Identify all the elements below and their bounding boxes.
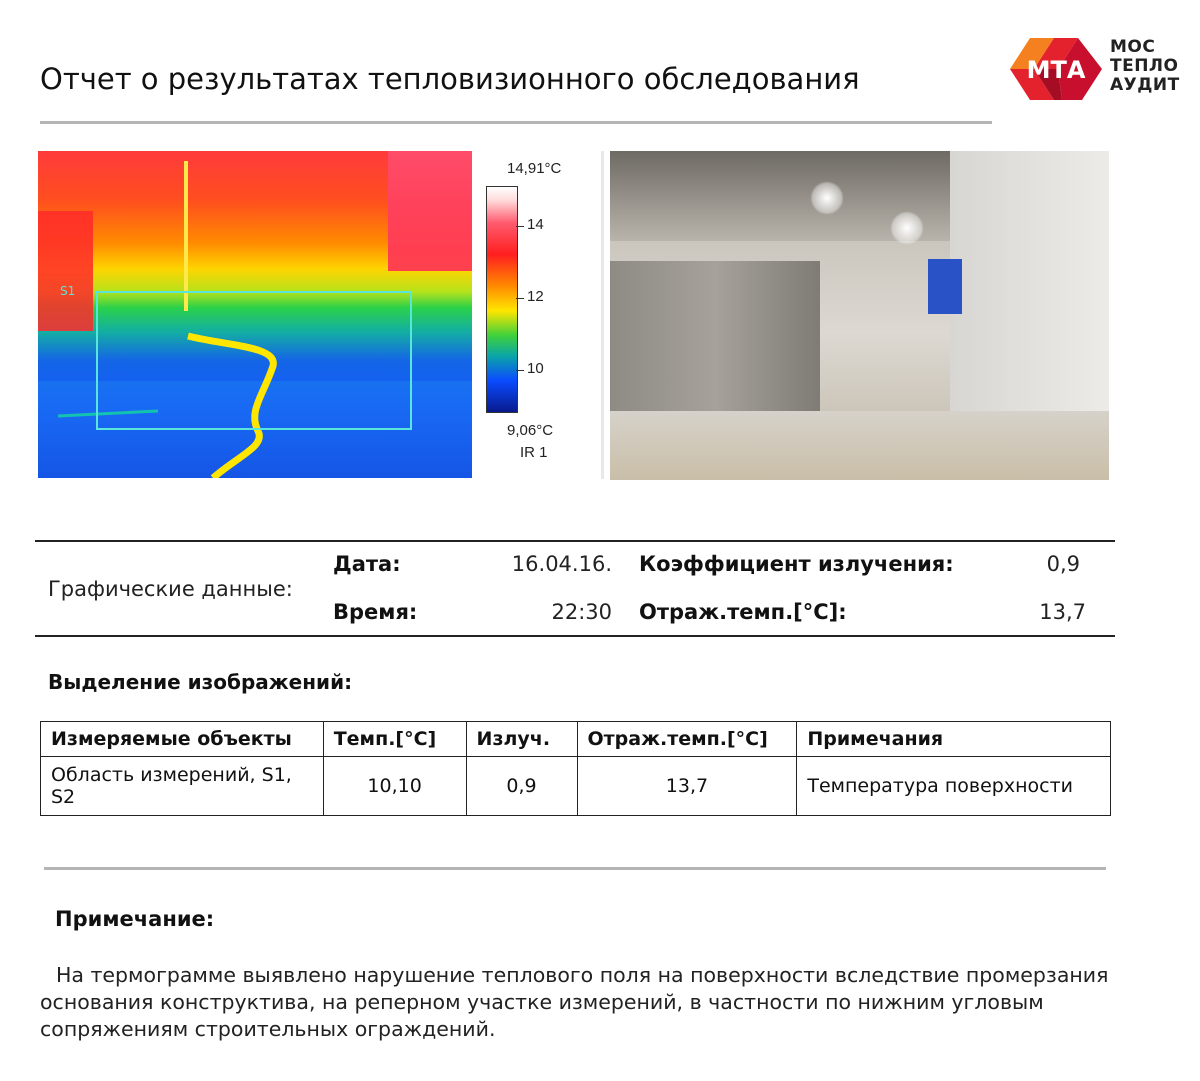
table-cell: 10,10 bbox=[323, 757, 466, 816]
logo-mark-icon bbox=[1006, 34, 1106, 104]
temperature-scale-bar bbox=[486, 186, 518, 413]
column-header: Измеряемые объекты bbox=[41, 722, 324, 757]
column-header: Отраж.темп.[°C] bbox=[577, 722, 797, 757]
image-name: IR 1 bbox=[520, 444, 548, 461]
scale-tick: 10 bbox=[527, 360, 544, 377]
measurement-area-s1 bbox=[96, 291, 412, 430]
roi-label: S1 bbox=[60, 284, 76, 298]
thermal-image bbox=[38, 151, 472, 478]
selection-heading: Выделение изображений: bbox=[48, 670, 353, 694]
company-logo bbox=[1006, 34, 1186, 104]
table-cell: Область измерений, S1, S2 bbox=[41, 757, 324, 816]
info-bottom-rule bbox=[35, 635, 1115, 637]
visual-photo bbox=[610, 151, 1109, 480]
refl-temp-label: Отраж.темп.[°C]: bbox=[639, 600, 847, 624]
logo-line-3: АУДИТ bbox=[1110, 75, 1180, 95]
scale-min: 9,06°C bbox=[507, 422, 554, 439]
title-divider bbox=[40, 121, 992, 124]
electrical-panel bbox=[928, 259, 962, 314]
column-header: Темп.[°C] bbox=[323, 722, 466, 757]
emissivity-label: Коэффициент излучения: bbox=[639, 552, 954, 576]
note-divider bbox=[44, 867, 1106, 870]
column-header: Излуч. bbox=[466, 722, 577, 757]
logo-line-2: ТЕПЛО bbox=[1110, 56, 1179, 76]
measurement-table bbox=[40, 721, 1111, 816]
column-header: Примечания bbox=[797, 722, 1111, 757]
table-cell: 0,9 bbox=[466, 757, 577, 816]
refl-temp-value: 13,7 bbox=[1039, 600, 1086, 624]
page-title: Отчет о результатах тепловизионного обследования bbox=[40, 62, 860, 96]
image-divider bbox=[601, 151, 604, 479]
info-top-rule bbox=[35, 540, 1115, 542]
graphic-data-label: Графические данные: bbox=[48, 577, 293, 601]
table-cell: 13,7 bbox=[577, 757, 797, 816]
scale-tick: 12 bbox=[527, 288, 544, 305]
scale-tick: 14 bbox=[527, 216, 544, 233]
logo-wordmark bbox=[1110, 38, 1180, 95]
date-value: 16.04.16. bbox=[511, 552, 612, 576]
emissivity-value: 0,9 bbox=[1046, 552, 1080, 576]
date-label: Дата: bbox=[333, 552, 401, 576]
note-text: На термограмме выявлено нарушение теплового поля на поверхности вследствие промерзания основания конструктива, на реперном участке измерений, в частности по нижним угловым сопряжениям строительных ограждений. bbox=[40, 963, 1109, 1041]
table-row bbox=[41, 757, 1111, 816]
time-label: Время: bbox=[333, 600, 418, 624]
logo-mark-text: МТА bbox=[1026, 56, 1086, 84]
note-title: Примечание: bbox=[55, 907, 215, 931]
logo-line-1: МОС bbox=[1110, 37, 1156, 57]
time-value: 22:30 bbox=[551, 600, 612, 624]
scale-max: 14,91°C bbox=[507, 160, 562, 177]
table-cell: Температура поверхности bbox=[797, 757, 1111, 816]
table-header-row bbox=[41, 722, 1111, 757]
